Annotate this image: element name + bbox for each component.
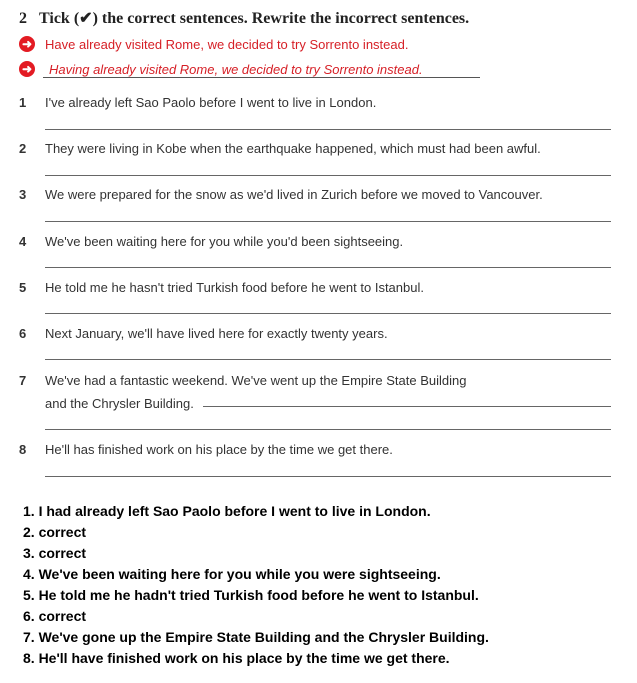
question-text: They were living in Kobe when the earthquake happened, which must had been awful. (45, 141, 541, 156)
exercise-instruction: Tick (✔) the correct sentences. Rewrite the incorrect sentences. (39, 10, 470, 27)
question-text: Next January, we'll have lived here for exactly twenty years. (45, 326, 388, 341)
question-number: 1 (19, 95, 27, 110)
answer-item: 5. He told me he hadn't tried Turkish food before he went to Istanbul. (23, 587, 479, 603)
answer-line (45, 175, 611, 176)
question-number: 3 (19, 187, 27, 202)
answer-item: 4. We've been waiting here for you while you were sightseeing. (23, 566, 441, 582)
answer-item: 6. correct (23, 608, 87, 624)
answer-item: 3. correct (23, 545, 87, 561)
question-number: 4 (19, 234, 27, 249)
question-text: We've had a fantastic weekend. We've went up the Empire State Building (45, 373, 467, 388)
arrow-right-circle-icon: ➜ (19, 36, 35, 52)
question-number: 7 (19, 373, 27, 388)
answer-item: 1. I had already left Sao Paolo before I went to live in London. (23, 503, 431, 519)
answer-line (203, 406, 611, 407)
question-number: 5 (19, 280, 27, 295)
answer-line (45, 359, 611, 360)
answer-line (45, 129, 611, 130)
question-number: 2 (19, 141, 27, 156)
question-number: 8 (19, 442, 27, 457)
answer-line (45, 313, 611, 314)
answer-line (45, 429, 611, 430)
question-text: We've been waiting here for you while you'd been sightseeing. (45, 234, 404, 249)
answer-item: 2. correct (23, 524, 87, 540)
answer-item: 8. He'll have finished work on his place by the time we get there. (23, 650, 450, 666)
question-text: We were prepared for the snow as we'd lived in Zurich before we moved to Vancouver. (45, 187, 543, 202)
exercise-number: 2 (19, 10, 27, 27)
answer-key (23, 501, 489, 669)
arrow-right-circle-icon: ➜ (19, 61, 35, 77)
answer-line (45, 476, 611, 477)
exercise-heading (19, 8, 469, 28)
example-sentence: Have already visited Rome, we decided to try Sorrento instead. (45, 37, 409, 52)
answer-item: 7. We've gone up the Empire State Building and the Chrysler Building. (23, 629, 489, 645)
question-text: He told me he hasn't tried Turkish food before he went to Istanbul. (45, 280, 424, 295)
question-text-continued: and the Chrysler Building. (45, 396, 194, 411)
question-text: He'll has finished work on his place by the time we get there. (45, 442, 393, 457)
question-text: I've already left Sao Paolo before I went to live in London. (45, 95, 377, 110)
answer-line (45, 221, 611, 222)
answer-line (45, 267, 611, 268)
example-answer-line (43, 77, 480, 78)
question-number: 6 (19, 326, 27, 341)
example-answer: Having already visited Rome, we decided to try Sorrento instead. (49, 62, 423, 77)
